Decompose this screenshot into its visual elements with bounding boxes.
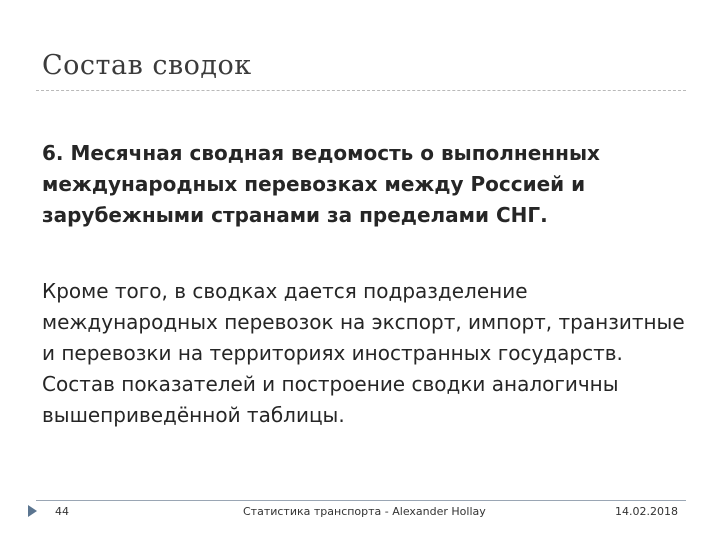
footer-divider: [36, 500, 686, 501]
body-paragraph: Кроме того, в сводках дается подразделение международных перевозок на экспорт, импорт, транзитные и перевозки на территориях иностранных государств. Состав показателей и построение сводки аналогичны вышеприведённой таблицы.: [42, 279, 685, 427]
slide-title: Состав сводок: [42, 50, 252, 81]
triangle-right-icon: [28, 505, 37, 517]
footer-text: Статистика транспорта - Alexander Hollay: [243, 505, 486, 518]
title-divider: [36, 90, 686, 91]
footer-date: 14.02.2018: [615, 505, 678, 518]
page-number: 44: [55, 505, 69, 518]
heading-paragraph: 6. Месячная сводная ведомость о выполненных международных перевозках между Россией и зарубежными странами за пределами СНГ.: [42, 141, 600, 227]
